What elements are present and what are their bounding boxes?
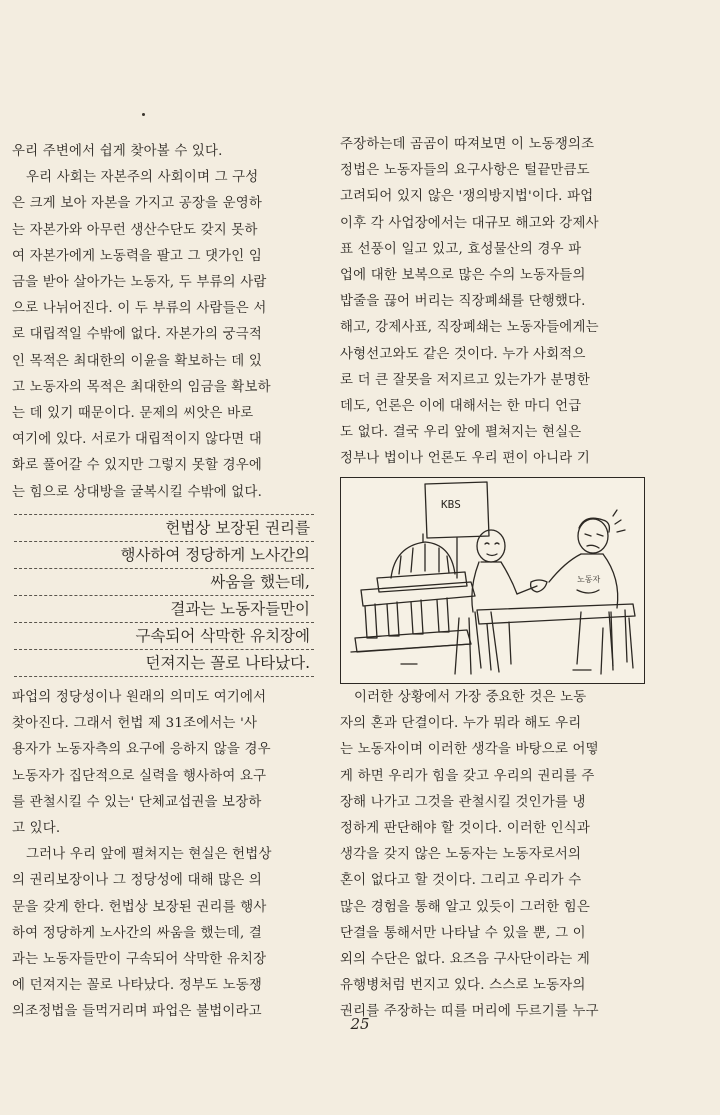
text-line: 게 하면 우리가 힘을 갖고 우리의 권리를 주: [340, 768, 595, 784]
pull-quote-line: 행사하여 정당하게 노사간의: [14, 542, 314, 569]
text-line: 정하게 판단해야 할 것이다. 이러한 인식과: [340, 821, 591, 837]
left-column-bottom: [12, 685, 330, 1026]
kbs-sign-text: KBS: [441, 498, 461, 511]
text-line: 장해 나가고 그것을 관철시킬 것인가를 냉: [340, 794, 586, 810]
shirt-text: 노동자: [577, 575, 601, 584]
text-line: 로 더 큰 잘못을 저지르고 있는가가 분명한: [340, 372, 591, 388]
cartoon-illustration: [340, 477, 645, 684]
left-column-top: [12, 139, 330, 506]
pull-quote-line: 결과는 노동자들만이: [14, 596, 314, 623]
text-line: 는 힘으로 상대방을 굴복시킬 수밖에 없다.: [12, 484, 263, 500]
pull-quote-line: 헌법상 보장된 권리를: [14, 514, 314, 542]
cartoon-drawing: [341, 478, 644, 683]
text-line: 우리 주변에서 쉽게 찾아볼 수 있다.: [12, 144, 223, 159]
text-line: 외의 수단은 없다. 요즈음 구사단이라는 게: [340, 952, 591, 968]
text-line: 하여 정당하게 노사간의 싸움을 했는데, 결: [12, 925, 263, 941]
text-line: 표 선풍이 일고 있고, 효성물산의 경우 파: [340, 241, 582, 257]
pull-quote: [14, 514, 314, 677]
text-line: 정부나 법이나 언론도 우리 편이 아니라 기: [340, 451, 591, 467]
text-line: 업에 대한 보복으로 많은 수의 노동자들의: [340, 268, 586, 284]
text-line: 자의 혼과 단결이다. 누가 뭐라 해도 우리: [340, 716, 582, 732]
text-line: 의 권리보장이나 그 정당성에 대해 많은 의: [12, 873, 263, 889]
right-column-top: [340, 132, 656, 499]
text-line: 는 데 있기 때문이다. 문제의 씨앗은 바로: [12, 406, 254, 422]
text-line: 그러나 우리 앞에 펼쳐지는 현실은 헌법상: [26, 847, 272, 863]
text-line: 많은 경험을 통해 알고 있듯이 그러한 힘은: [340, 899, 591, 915]
page-number: 25: [350, 1015, 370, 1033]
text-line: 는 자본가와 아무런 생산수단도 갖지 못하: [12, 222, 258, 238]
text-line: 정법은 노동자들의 요구사항은 털끝만큼도: [340, 163, 590, 179]
text-line: 생각을 갖지 않은 노동자는 노동자로서의: [340, 847, 582, 863]
pull-quote-line: 던져지는 꼴로 나타났다.: [14, 650, 314, 677]
text-line: 의조정법을 들먹거리며 파업은 불법이라고: [12, 1004, 262, 1020]
text-line: 도 없다. 결국 우리 앞에 펼쳐지는 현실은: [340, 425, 582, 441]
text-line: 고 노동자의 목적은 최대한의 임금을 확보하: [12, 379, 271, 395]
text-line: 화로 풀어갈 수 있지만 그렇지 못할 경우에: [12, 458, 263, 474]
text-line: 주장하는데 곰곰이 따져보면 이 노동쟁의조: [340, 137, 595, 152]
text-line: 은 크게 보아 자본을 가지고 공장을 운영하: [12, 196, 263, 212]
text-line: 이러한 상황에서 가장 중요한 것은 노동: [354, 690, 587, 705]
text-line: 고려되어 있지 않은 '쟁의방지법'이다. 파업: [340, 189, 594, 205]
text-line: 권리를 주장하는 띠를 머리에 두르기를 누구: [340, 1004, 599, 1020]
text-line: 밥줄을 끊어 버리는 직장폐쇄를 단행했다.: [340, 294, 586, 310]
text-line: 고 있다.: [12, 821, 61, 837]
text-line: 으로 나뉘어진다. 이 두 부류의 사람들은 서: [12, 301, 267, 317]
text-line: 노동자가 집단적으로 실력을 행사하여 요구: [12, 768, 267, 784]
text-line: 찾아진다. 그래서 헌법 제 31조에서는 '사: [12, 716, 258, 732]
text-line: 과는 노동자들만이 구속되어 삭막한 유치장: [12, 952, 267, 968]
text-line: 여기에 있다. 서로가 대립적이지 않다면 대: [12, 432, 263, 448]
pull-quote-line: 싸움을 했는데,: [14, 569, 314, 596]
text-line: 는 노동자이며 이러한 생각을 바탕으로 어떻: [340, 742, 599, 758]
text-line: 여 자본가에게 노동력을 팔고 그 댓가인 임: [12, 248, 263, 264]
text-line: 데도, 언론은 이에 대해서는 한 마디 언급: [340, 399, 582, 415]
text-line: 우리 사회는 자본주의 사회이며 그 구성: [26, 170, 259, 186]
text-line: 인 목적은 최대한의 이윤을 확보하는 데 있: [12, 353, 263, 369]
text-line: 문을 갖게 한다. 헌법상 보장된 권리를 행사: [12, 899, 267, 915]
ink-speck: [142, 113, 145, 116]
text-line: 유행병처럼 번지고 있다. 스스로 노동자의: [340, 978, 586, 994]
text-line: 로 대립적일 수밖에 없다. 자본가의 궁극적: [12, 327, 263, 343]
right-column-bottom: [340, 685, 656, 1026]
text-line: 용자가 노동자측의 요구에 응하지 않을 경우: [12, 742, 271, 758]
text-line: 혼이 없다고 할 것이다. 그리고 우리가 수: [340, 873, 582, 889]
text-line: 를 관철시킬 수 있는' 단체교섭권을 보장하: [12, 794, 262, 810]
text-line: 금을 받아 살아가는 노동자, 두 부류의 사람: [12, 275, 267, 291]
text-line: 단결을 통해서만 나타날 수 있을 뿐, 그 이: [340, 925, 586, 941]
text-line: 이후 각 사업장에서는 대규모 해고와 강제사: [340, 215, 599, 231]
text-line: 해고, 강제사표, 직장폐쇄는 노동자들에게는: [340, 320, 599, 336]
text-line: 파업의 정당성이나 원래의 의미도 여기에서: [12, 690, 267, 705]
text-line: 사형선고와도 같은 것이다. 누가 사회적으: [340, 346, 586, 362]
pull-quote-line: 구속되어 삭막한 유치장에: [14, 623, 314, 650]
text-line: 에 던져지는 꼴로 나타났다. 정부도 노동쟁: [12, 978, 263, 994]
